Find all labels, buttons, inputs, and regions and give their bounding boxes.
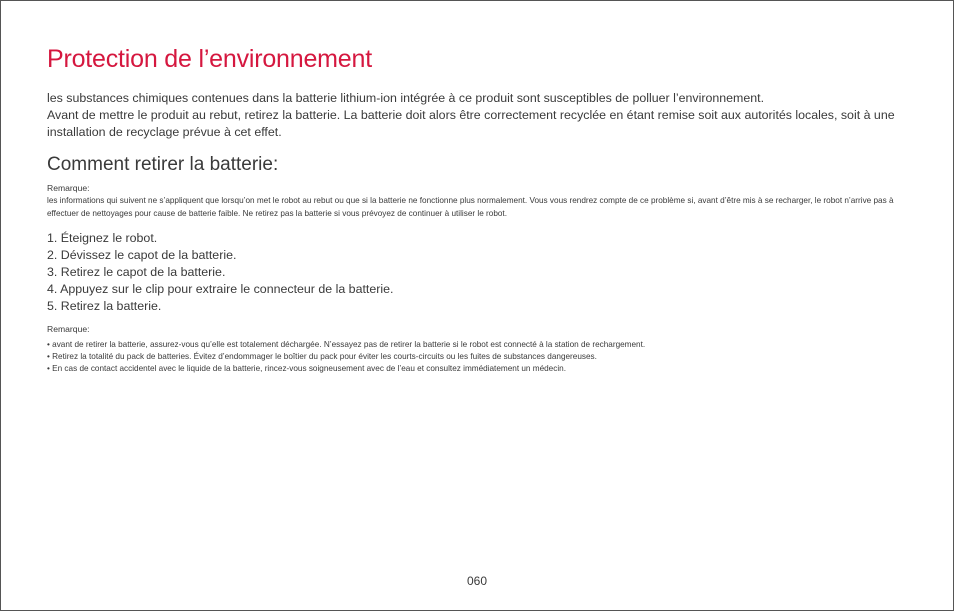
note-label: Remarque:	[47, 183, 90, 193]
step-item: 3. Retirez le capot de la batterie.	[47, 265, 226, 279]
intro-paragraph: les substances chimiques contenues dans la batterie lithium-ion intégrée à ce produit sont susceptibles de polluer l’environnement. Avant de mettre le produit au rebut, retirez la batterie. La batterie doit alors être correctement recyclée en étant remise soit aux autorités locales, soit à une installation de recyclage prévue à cet effet.	[47, 91, 895, 139]
note-text: les informations qui suivent ne s’appliquent que lorsqu’on met le robot au rebut ou que si la batterie ne fonctionne plus normalement. Vous vous rendrez compte de ce problème si, avant d’être mis à se recharger, le robot n’arrive pas à effectuer de nettoyages pour cause de batterie faible. Ne retirez pas la batterie si vous prévoyez de continuer à utiliser le robot.	[47, 196, 894, 218]
page-title: Protection de l’environnement	[47, 45, 372, 73]
section-subtitle: Comment retirer la batterie:	[47, 154, 279, 175]
note-label-secondary: Remarque:	[47, 324, 90, 334]
warning-bullets-list	[47, 339, 902, 375]
step-item: 1. Éteignez le robot.	[47, 231, 158, 245]
warning-bullet: • En cas de contact accidentel avec le liquide de la batterie, rincez-vous soigneusement avec de l’eau et consultez immédiatement un médecin.	[47, 364, 566, 373]
step-item: 2. Dévissez le capot de la batterie.	[47, 248, 237, 262]
removal-steps-list	[47, 230, 902, 315]
step-item: 5. Retirez la batterie.	[47, 299, 162, 313]
warning-bullet: • Retirez la totalité du pack de batteries. Évitez d’endommager le boîtier du pack pour éviter les courts-circuits ou les fuites de substances dangereuses.	[47, 352, 597, 361]
document-content	[47, 44, 902, 375]
warning-bullet: • avant de retirer la batterie, assurez-vous qu’elle est totalement déchargée. N’essayez pas de retirer la batterie si le robot est connecté à la station de rechargement.	[47, 340, 646, 349]
page-number: 060	[466, 574, 488, 588]
step-item: 4. Appuyez sur le clip pour extraire le connecteur de la batterie.	[47, 282, 394, 296]
